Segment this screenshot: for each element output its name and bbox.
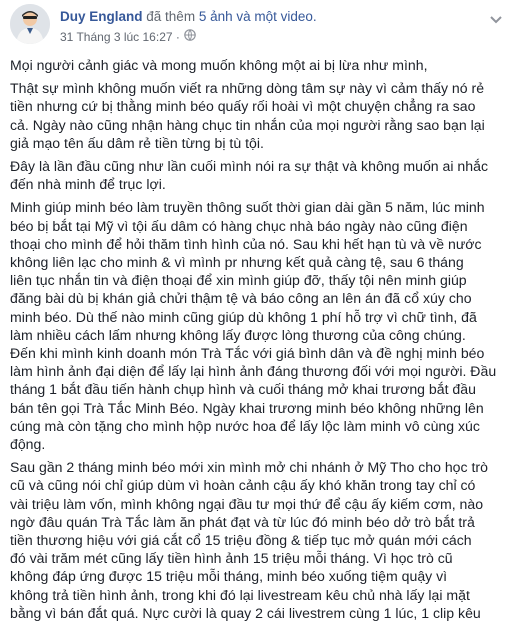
post-text-line: Thật sự mình không muốn viết ra những dòng tâm sự này vì cảm thấy nó rẻ (10, 80, 485, 97)
post-text-line: đăng bài dù bị khán giả chửi thậm tệ và báo công an lên án đã cổ xúy cho (10, 290, 472, 307)
post-text-line: béo bị bắt tại Mỹ vì tội ấu dâm có hàng chục nhà báo ngày nào cũng điện (10, 217, 468, 234)
post-text-line: cũ và cũng nói chỉ giúp dùm vì hoàn cảnh cậu ấy khó khăn trong tay chỉ có (10, 477, 476, 494)
post-text-line: không liên lạc cho minh & vì mình pr nhưng kết quả càng tệ, sau 6 tháng (10, 254, 464, 271)
post-text-line: làm nhiều cách lấm nhưng không lấy được lòng thương của công chúng. (10, 326, 466, 343)
post-action-text: đã thêm (146, 9, 196, 24)
post-text-line: bán tên gọi Trà Tắc Minh Béo. Ngày khai trương minh béo không những lên (10, 399, 484, 416)
post-timestamp[interactable]: 31 Tháng 3 lúc 16:27 · (60, 29, 180, 44)
author-avatar[interactable] (10, 4, 50, 44)
post-text-line: tháng 1 bắt đầu tiến hành chụp hình và cuối tháng mở khai trương bắt đầu (10, 381, 476, 398)
globe-icon[interactable] (184, 29, 196, 44)
post-meta (60, 29, 196, 44)
post-paragraph (10, 79, 510, 152)
post-text-line: bằng vì bán đắt quá. Nực cười là quay 2 cái livestrem cùng 1 lúc, 1 clip kêu (10, 604, 481, 621)
post-author-line (60, 9, 317, 24)
post-text-line: Sau gần 2 tháng minh béo mới xin mình mở chi nhánh ở Mỹ Tho cho học trò (10, 459, 488, 476)
post-text-line: cúng mà còn tặng cho mình hộp nước hoa để lấy lộc làm minh vô cùng xúc (10, 417, 480, 434)
post-text-line: Minh giúp minh béo làm truyền thông suốt thời gian dài gần 5 năm, lúc minh (10, 199, 485, 216)
post-text-line: vài triệu làm vốn, mình không ngại đầu tư mọi thứ để cậu ấy kiếm cơm, nào (10, 495, 484, 512)
post-text-line: động. (10, 436, 46, 453)
author-name-link[interactable]: Duy England (60, 9, 143, 24)
post-text-line: cả. Ngày nào cũng nhận hàng chục tin nhắn của mọi người rằng sao bạn lại (10, 116, 485, 133)
post-text-line: tiền thương hiệu với giá cắt cổ 15 triệu đồng & tiếp tục mở quán mới cách (10, 532, 472, 549)
post-text-line: đó vài trăm mét cũng lấy tiền hình ảnh 15 triệu mỗi tháng. Vì học trò cũ (10, 550, 453, 567)
post-header (0, 0, 516, 54)
post-text-line: giả mạo tên ấu dâm rẻ tiền từng bị tù tội. (10, 134, 264, 151)
chevron-down-icon[interactable] (488, 12, 504, 24)
post-text-line: không đáp ứng được 15 triệu mỗi tháng, minh béo xuống tiệm quậy vì (10, 568, 448, 585)
post-paragraph (10, 157, 510, 193)
post-paragraph (10, 198, 510, 453)
post-paragraph (10, 56, 510, 74)
post-text-line: không trả tiền hình ảnh, trong khi đó lại livestream kêu chủ nhà lấy lại mặt (10, 586, 470, 603)
avatar-image (10, 4, 50, 44)
post-text-line: ngờ đâu quán Trà Tắc làm ăn phát đạt và từ lúc đó minh béo dở trò bắt trả (10, 513, 475, 530)
post-text-line: tiền nhưng cứ bị thằng minh béo quấy rối hoài vì một chuyện chẳng ra sao (10, 98, 476, 115)
media-link[interactable]: 5 ảnh và một video. (198, 9, 317, 24)
post-text-line: thoại cho mình để hỏi thăm tình hình của nó. Sau khi hết hạn tù và về nước (10, 235, 482, 252)
post-text-line: minh béo. Dù thế nào minh cũng giúp dù không 1 phí hỗ trợ vì chữ tình, đã (10, 308, 477, 325)
post-text-line: đến nhà minh để trục lợi. (10, 176, 166, 193)
post-text-line: Đến khi mình kinh doanh món Trà Tắc với giá bình dân và đề nghị minh béo (10, 345, 485, 362)
post-text-line: Đây là lần đầu cũng như lần cuối mình nói ra sự thật và không muốn ai nhắc (10, 158, 488, 175)
post-paragraph (10, 458, 510, 622)
post-text-line: làm hình ảnh đại diện để lấy lại hình ảnh đáng thương đối với mọi người. Đầu (10, 363, 497, 380)
post-body (10, 56, 510, 627)
post-text-line: liên tục nhắn tin và điện thoại để xin mình giúp đỡ, thấy tội nên minh giúp (10, 272, 467, 289)
post-text-line: Mọi người cảnh giác và mong muốn không một ai bị lừa như mình, (10, 57, 428, 73)
